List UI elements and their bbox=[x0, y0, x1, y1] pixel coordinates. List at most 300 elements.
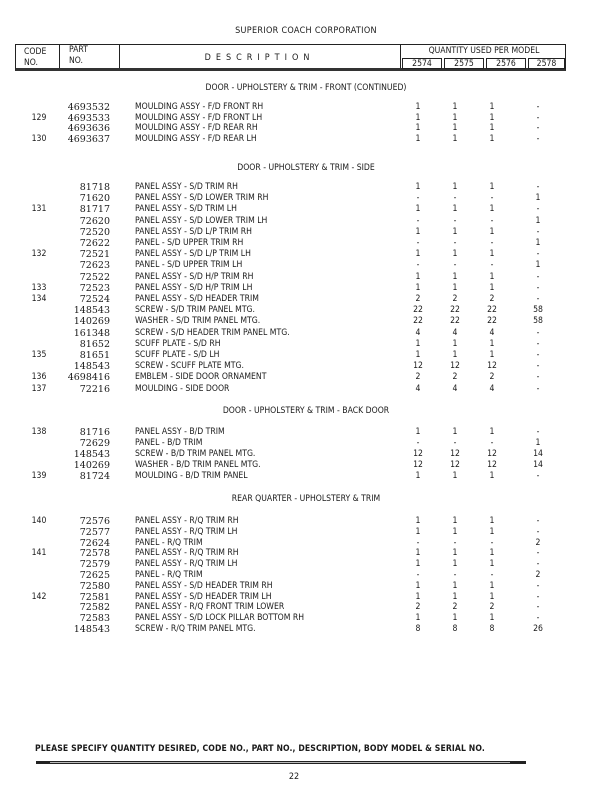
quantity: - bbox=[536, 516, 540, 526]
quantity: 1 bbox=[452, 526, 458, 537]
section-title: DOOR - UPHOLSTERY & TRIM - BACK DOOR bbox=[222, 406, 390, 416]
quantity: - bbox=[536, 338, 540, 349]
footer-rule-highlight bbox=[50, 762, 510, 763]
quantity: 1 bbox=[535, 438, 541, 448]
description: PANEL ASSY - R/Q TRIM LH bbox=[135, 559, 238, 570]
part-number: 148543 bbox=[73, 624, 110, 635]
quantity: - bbox=[536, 602, 540, 613]
ordering-note: PLEASE SPECIFY QUANTITY DESIRED, CODE NO., PART NO., DESCRIPTION, BODY MODEL & SERIAL NO. bbox=[35, 744, 485, 754]
quantity: 1 bbox=[489, 182, 495, 192]
table-row bbox=[0, 613, 612, 624]
description: PANEL ASSY - S/D L/P TRIM RH bbox=[135, 226, 252, 237]
part-number: 4698416 bbox=[67, 372, 110, 384]
description: PANEL ASSY - S/D HEADER TRIM RH bbox=[135, 580, 273, 591]
table-row bbox=[0, 548, 612, 559]
part-number: 148543 bbox=[73, 361, 110, 373]
quantity: - bbox=[536, 526, 540, 537]
quantity: 58 bbox=[533, 305, 543, 316]
part-number: 72629 bbox=[79, 438, 110, 449]
part-number: 81717 bbox=[79, 204, 110, 216]
part-number: 148543 bbox=[73, 449, 110, 460]
code-number: 136 bbox=[31, 372, 47, 383]
quantity: 1 bbox=[489, 123, 495, 134]
table-row bbox=[0, 592, 612, 603]
description: PANEL - R/Q TRIM bbox=[135, 570, 203, 580]
part-number: 72521 bbox=[79, 249, 110, 261]
table-row bbox=[0, 624, 612, 635]
part-number: 72578 bbox=[79, 548, 110, 560]
quantity: 8 bbox=[415, 624, 421, 634]
description: MOULDING ASSY - F/D REAR RH bbox=[135, 123, 258, 134]
quantity: 1 bbox=[489, 580, 495, 591]
quantity: 1 bbox=[452, 559, 458, 570]
description: SCUFF PLATE - S/D RH bbox=[135, 338, 221, 349]
description: PANEL ASSY - R/Q TRIM RH bbox=[135, 516, 239, 526]
quantity: 1 bbox=[535, 215, 541, 226]
quantity: 22 bbox=[450, 316, 460, 327]
code-number: 132 bbox=[31, 249, 47, 260]
quantity: 2 bbox=[489, 294, 495, 304]
table-row bbox=[0, 538, 612, 549]
description: SCREW - R/Q TRIM PANEL MTG. bbox=[135, 624, 256, 634]
quantity: - bbox=[536, 361, 540, 372]
description: PANEL ASSY - R/Q TRIM RH bbox=[135, 548, 239, 559]
quantity: 1 bbox=[415, 102, 421, 112]
part-number: 148543 bbox=[73, 305, 110, 317]
table-row bbox=[0, 227, 612, 238]
description: SCREW - B/D TRIM PANEL MTG. bbox=[135, 449, 256, 459]
quantity: - bbox=[416, 215, 420, 226]
quantity: 1 bbox=[452, 204, 458, 215]
quantity: 1 bbox=[489, 134, 495, 145]
part-number: 81652 bbox=[79, 338, 110, 350]
table-row bbox=[0, 238, 612, 249]
quantity: 12 bbox=[413, 361, 423, 372]
code-number: 133 bbox=[31, 282, 47, 293]
quantity: 1 bbox=[452, 102, 458, 112]
table-row bbox=[0, 102, 612, 113]
section-title: REAR QUARTER - UPHOLSTERY & TRIM bbox=[231, 494, 381, 504]
quantity: - bbox=[536, 102, 540, 112]
quantity: - bbox=[536, 591, 540, 602]
quantity: 58 bbox=[533, 316, 543, 327]
part-number: 72620 bbox=[79, 215, 110, 227]
part-number: 140269 bbox=[73, 316, 110, 328]
model-header: 2575 bbox=[444, 58, 484, 69]
description: PANEL ASSY - S/D LOWER TRIM LH bbox=[135, 215, 268, 226]
description: MOULDING - B/D TRIM PANEL bbox=[135, 471, 248, 481]
quantity: - bbox=[536, 613, 540, 624]
part-number: 81718 bbox=[79, 182, 110, 193]
quantity: 1 bbox=[489, 471, 495, 481]
part-number: 72216 bbox=[79, 383, 110, 395]
part-number: 140269 bbox=[73, 460, 110, 471]
quantity: - bbox=[490, 570, 494, 580]
code-number: 140 bbox=[31, 516, 47, 526]
quantity: 1 bbox=[489, 112, 495, 123]
quantity: - bbox=[536, 271, 540, 282]
quantity: 12 bbox=[487, 460, 497, 470]
table-row bbox=[0, 193, 612, 204]
quantity: 2 bbox=[535, 570, 541, 580]
quantity: - bbox=[536, 294, 540, 304]
part-number: 72577 bbox=[79, 526, 110, 538]
quantity: 1 bbox=[452, 182, 458, 192]
quantity: - bbox=[536, 123, 540, 134]
table-row bbox=[0, 294, 612, 305]
quantity: - bbox=[536, 327, 540, 338]
description: PANEL - S/D UPPER TRIM LH bbox=[135, 260, 243, 271]
description: MOULDING ASSY - F/D FRONT LH bbox=[135, 112, 263, 123]
part-number: 72522 bbox=[79, 271, 110, 283]
quantity: - bbox=[453, 215, 457, 226]
quantity: 1 bbox=[452, 226, 458, 237]
part-number: 81724 bbox=[79, 471, 110, 482]
quantity: - bbox=[453, 537, 457, 548]
quantity: 1 bbox=[535, 193, 541, 204]
quantity: 1 bbox=[415, 591, 421, 602]
part-number: 161348 bbox=[73, 327, 110, 339]
part-number: 4693637 bbox=[67, 134, 110, 146]
quantity: - bbox=[416, 238, 420, 248]
quantity: - bbox=[490, 537, 494, 548]
quantity: 1 bbox=[489, 350, 495, 360]
code-number: 137 bbox=[31, 383, 47, 394]
table-row bbox=[0, 361, 612, 372]
description: PANEL - R/Q TRIM bbox=[135, 537, 203, 548]
company-name: SUPERIOR COACH CORPORATION bbox=[235, 26, 377, 36]
quantity: 1 bbox=[452, 134, 458, 145]
table-row bbox=[0, 328, 612, 339]
quantity: 14 bbox=[533, 449, 543, 459]
quantity: 4 bbox=[415, 327, 421, 338]
description: PANEL ASSY - B/D TRIM bbox=[135, 427, 225, 437]
description: PANEL ASSY - S/D L/P TRIM LH bbox=[135, 249, 251, 260]
quantity: - bbox=[453, 238, 457, 248]
description: PANEL ASSY - S/D TRIM LH bbox=[135, 204, 237, 215]
part-number: 72579 bbox=[79, 559, 110, 571]
quantity: 1 bbox=[489, 613, 495, 624]
description: PANEL ASSY - R/Q TRIM LH bbox=[135, 526, 238, 537]
quantity: 1 bbox=[452, 350, 458, 360]
table-row bbox=[0, 460, 612, 471]
quantity: 1 bbox=[415, 427, 421, 437]
table-row bbox=[0, 113, 612, 124]
quantity: 1 bbox=[415, 613, 421, 624]
quantity: - bbox=[536, 471, 540, 481]
quantity: 1 bbox=[415, 526, 421, 537]
code-number: 135 bbox=[31, 350, 47, 360]
quantity: 1 bbox=[489, 271, 495, 282]
quantity: 1 bbox=[415, 271, 421, 282]
quantity: 1 bbox=[489, 516, 495, 526]
code-number: 138 bbox=[31, 427, 47, 437]
part-number: 81716 bbox=[79, 427, 110, 438]
part-number: 72625 bbox=[79, 570, 110, 581]
part-number: 72624 bbox=[79, 537, 110, 549]
table-row bbox=[0, 427, 612, 438]
table-row bbox=[0, 216, 612, 227]
table-row bbox=[0, 249, 612, 260]
code-header: CODE NO. bbox=[24, 47, 47, 68]
part-number: 71620 bbox=[79, 193, 110, 205]
quantity: - bbox=[453, 193, 457, 204]
description: PANEL ASSY - S/D HEADER TRIM bbox=[135, 294, 259, 304]
quantity: 2 bbox=[489, 602, 495, 613]
table-row bbox=[0, 602, 612, 613]
quantity: 12 bbox=[487, 449, 497, 459]
quantity: 1 bbox=[452, 427, 458, 437]
part-number: 72622 bbox=[79, 238, 110, 249]
quantity: 1 bbox=[415, 282, 421, 293]
quantity: 1 bbox=[415, 559, 421, 570]
quantity: - bbox=[453, 438, 457, 448]
description: PANEL ASSY - R/Q FRONT TRIM LOWER bbox=[135, 602, 285, 613]
quantity: - bbox=[536, 427, 540, 437]
table-row bbox=[0, 372, 612, 383]
quantity: 2 bbox=[452, 602, 458, 613]
quantity: 4 bbox=[489, 327, 495, 338]
table-row bbox=[0, 182, 612, 193]
quantity: - bbox=[416, 193, 420, 204]
quantity: - bbox=[490, 215, 494, 226]
quantity: 1 bbox=[535, 260, 541, 271]
table-row bbox=[0, 123, 612, 134]
description: MOULDING ASSY - F/D FRONT RH bbox=[135, 102, 264, 112]
part-number: 72582 bbox=[79, 602, 110, 614]
quantity: 1 bbox=[489, 548, 495, 559]
quantity: 1 bbox=[489, 249, 495, 260]
quantity: 1 bbox=[452, 282, 458, 293]
quantity: 1 bbox=[452, 591, 458, 602]
table-row bbox=[0, 316, 612, 327]
quantity: 1 bbox=[535, 238, 541, 248]
description: PANEL - S/D UPPER TRIM RH bbox=[135, 238, 244, 248]
quantity: 1 bbox=[489, 427, 495, 437]
quantity: - bbox=[536, 226, 540, 237]
quantity: 1 bbox=[415, 580, 421, 591]
quantity: 14 bbox=[533, 460, 543, 470]
part-number: 81651 bbox=[79, 350, 110, 361]
quantity: 22 bbox=[487, 305, 497, 316]
code-number: 141 bbox=[31, 548, 47, 559]
quantity: 22 bbox=[487, 316, 497, 327]
quantity: 12 bbox=[450, 460, 460, 470]
quantity: - bbox=[416, 570, 420, 580]
quantity: 1 bbox=[415, 226, 421, 237]
quantity: - bbox=[536, 383, 540, 394]
description-header: DESCRIPTION bbox=[204, 53, 315, 63]
table-header bbox=[15, 44, 566, 71]
quantity: 1 bbox=[415, 516, 421, 526]
description: PANEL ASSY - S/D LOCK PILLAR BOTTOM RH bbox=[135, 613, 305, 624]
quantity: - bbox=[536, 548, 540, 559]
table-row bbox=[0, 449, 612, 460]
quantity: 12 bbox=[450, 449, 460, 459]
description: MOULDING - SIDE DOOR bbox=[135, 383, 230, 394]
quantity: 1 bbox=[415, 338, 421, 349]
table-row bbox=[0, 350, 612, 361]
quantity: 1 bbox=[452, 471, 458, 481]
model-header: 2578 bbox=[528, 58, 565, 69]
quantity: 1 bbox=[415, 112, 421, 123]
quantity: 1 bbox=[452, 249, 458, 260]
quantity: 1 bbox=[452, 123, 458, 134]
quantity: - bbox=[536, 182, 540, 192]
description: PANEL ASSY - S/D H/P TRIM RH bbox=[135, 271, 254, 282]
quantity: 22 bbox=[413, 305, 423, 316]
table-row bbox=[0, 527, 612, 538]
part-number: 4693532 bbox=[67, 102, 110, 113]
model-header: 2576 bbox=[486, 58, 526, 69]
table-row bbox=[0, 438, 612, 449]
table-row bbox=[0, 471, 612, 482]
part-number: 4693636 bbox=[67, 123, 110, 135]
quantity: 1 bbox=[415, 548, 421, 559]
part-number: 72580 bbox=[79, 580, 110, 592]
quantity: 2 bbox=[535, 537, 541, 548]
quantity: 4 bbox=[452, 327, 458, 338]
quantity: 1 bbox=[415, 249, 421, 260]
quantity: - bbox=[536, 204, 540, 215]
description: MOULDING ASSY - F/D REAR LH bbox=[135, 134, 257, 145]
description: EMBLEM - SIDE DOOR ORNAMENT bbox=[135, 372, 267, 383]
part-number: 72583 bbox=[79, 613, 110, 625]
quantity: 1 bbox=[452, 613, 458, 624]
description: PANEL ASSY - S/D TRIM RH bbox=[135, 182, 238, 192]
quantity: 1 bbox=[489, 526, 495, 537]
code-number: 129 bbox=[31, 112, 47, 123]
description: SCREW - S/D HEADER TRIM PANEL MTG. bbox=[135, 327, 290, 338]
section-title: DOOR - UPHOLSTERY & TRIM - FRONT (CONTINUED) bbox=[205, 83, 407, 93]
description: WASHER - S/D TRIM PANEL MTG. bbox=[135, 316, 261, 327]
quantity: 1 bbox=[452, 271, 458, 282]
table-row bbox=[0, 581, 612, 592]
code-number: 139 bbox=[31, 471, 47, 481]
quantity: 1 bbox=[489, 559, 495, 570]
table-row bbox=[0, 260, 612, 271]
table-row bbox=[0, 559, 612, 570]
quantity: 1 bbox=[415, 350, 421, 360]
quantity: - bbox=[416, 438, 420, 448]
quantity: 2 bbox=[415, 294, 421, 304]
quantity: 22 bbox=[450, 305, 460, 316]
quantity-header: QUANTITY USED PER MODEL bbox=[428, 46, 540, 56]
quantity: 8 bbox=[489, 624, 495, 634]
quantity: 4 bbox=[415, 383, 421, 394]
quantity: - bbox=[453, 570, 457, 580]
quantity: - bbox=[536, 282, 540, 293]
model-header: 2574 bbox=[402, 58, 442, 69]
quantity: - bbox=[416, 537, 420, 548]
part-number: 72523 bbox=[79, 282, 110, 294]
quantity: 1 bbox=[489, 226, 495, 237]
quantity: - bbox=[536, 350, 540, 360]
quantity: 1 bbox=[489, 204, 495, 215]
quantity: 12 bbox=[413, 460, 423, 470]
description: SCREW - SCUFF PLATE MTG. bbox=[135, 361, 244, 372]
quantity: 2 bbox=[415, 372, 421, 383]
table-row bbox=[0, 134, 612, 145]
description: WASHER - B/D TRIM PANEL MTG. bbox=[135, 460, 261, 470]
table-row bbox=[0, 516, 612, 527]
quantity: 1 bbox=[415, 204, 421, 215]
quantity: 2 bbox=[452, 372, 458, 383]
table-row bbox=[0, 204, 612, 215]
description: PANEL ASSY - S/D HEADER TRIM LH bbox=[135, 591, 272, 602]
page-number: 22 bbox=[288, 772, 300, 782]
quantity: 2 bbox=[489, 372, 495, 383]
table-row bbox=[0, 272, 612, 283]
quantity: - bbox=[536, 372, 540, 383]
quantity: 1 bbox=[452, 548, 458, 559]
code-number: 130 bbox=[31, 134, 47, 145]
quantity: - bbox=[453, 260, 457, 271]
table-row bbox=[0, 305, 612, 316]
description: PANEL ASSY - S/D LOWER TRIM RH bbox=[135, 193, 269, 204]
code-number: 131 bbox=[31, 204, 47, 215]
part-header: PART NO. bbox=[69, 45, 88, 66]
quantity: 1 bbox=[452, 580, 458, 591]
description: SCREW - S/D TRIM PANEL MTG. bbox=[135, 305, 255, 316]
part-number: 72623 bbox=[79, 260, 110, 272]
quantity: 22 bbox=[413, 316, 423, 327]
part-number: 4693533 bbox=[67, 112, 110, 124]
section-title: DOOR - UPHOLSTERY & TRIM - SIDE bbox=[237, 163, 375, 173]
description: PANEL - B/D TRIM bbox=[135, 438, 203, 448]
table-row bbox=[0, 339, 612, 350]
quantity: - bbox=[490, 260, 494, 271]
quantity: - bbox=[416, 260, 420, 271]
quantity: 1 bbox=[415, 182, 421, 192]
quantity: - bbox=[490, 438, 494, 448]
quantity: 8 bbox=[452, 624, 458, 634]
table-row bbox=[0, 570, 612, 581]
part-number: 72581 bbox=[79, 591, 110, 603]
quantity: 1 bbox=[489, 338, 495, 349]
code-number: 142 bbox=[31, 591, 47, 602]
code-number: 134 bbox=[31, 294, 47, 304]
quantity: 1 bbox=[452, 112, 458, 123]
description: PANEL ASSY - S/D H/P TRIM LH bbox=[135, 282, 253, 293]
quantity: 1 bbox=[489, 102, 495, 112]
quantity: 1 bbox=[452, 338, 458, 349]
quantity: 1 bbox=[415, 123, 421, 134]
quantity: - bbox=[490, 193, 494, 204]
quantity: 2 bbox=[452, 294, 458, 304]
quantity: 1 bbox=[415, 471, 421, 481]
quantity: 1 bbox=[489, 591, 495, 602]
quantity: - bbox=[536, 112, 540, 123]
description: SCUFF PLATE - S/D LH bbox=[135, 350, 220, 360]
quantity: - bbox=[490, 238, 494, 248]
quantity: 12 bbox=[413, 449, 423, 459]
quantity: 12 bbox=[487, 361, 497, 372]
part-number: 72520 bbox=[79, 226, 110, 238]
quantity: 12 bbox=[450, 361, 460, 372]
quantity: 4 bbox=[452, 383, 458, 394]
quantity: 2 bbox=[415, 602, 421, 613]
table-row bbox=[0, 384, 612, 395]
quantity: - bbox=[536, 559, 540, 570]
quantity: 4 bbox=[489, 383, 495, 394]
part-number: 72576 bbox=[79, 516, 110, 527]
quantity: 1 bbox=[415, 134, 421, 145]
quantity: 26 bbox=[533, 624, 543, 634]
part-number: 72524 bbox=[79, 294, 110, 305]
quantity: - bbox=[536, 249, 540, 260]
quantity: 1 bbox=[452, 516, 458, 526]
